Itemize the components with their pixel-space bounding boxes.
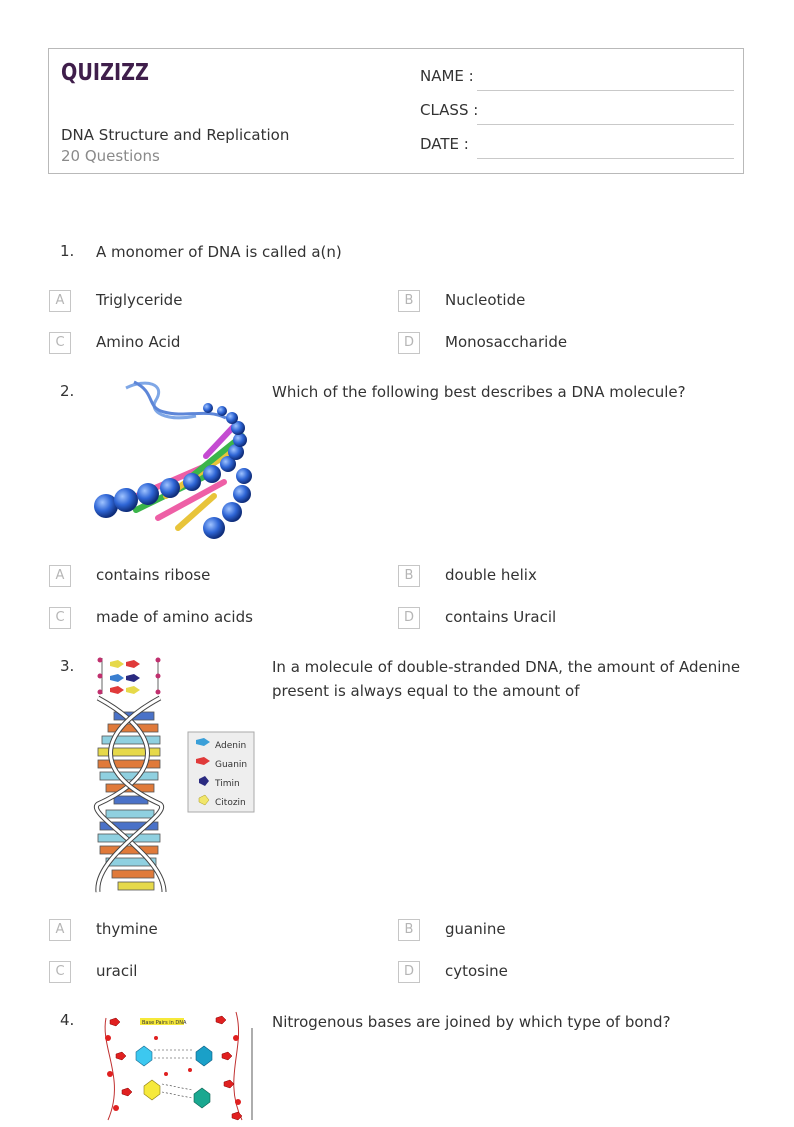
question-2-text: Which of the following best describes a DNA molecule? bbox=[272, 383, 686, 401]
legend-adenin: Adenin bbox=[215, 741, 247, 751]
q2-option-b-text: double helix bbox=[445, 566, 537, 584]
q2-option-a-text: contains ribose bbox=[96, 566, 211, 584]
class-label: CLASS : bbox=[420, 101, 479, 119]
question-3-text bbox=[272, 655, 740, 703]
question-1-number: 1. bbox=[60, 242, 75, 260]
q3-option-c-text: uracil bbox=[96, 962, 138, 980]
quizizz-logo bbox=[61, 59, 153, 89]
q1-option-d-text: Monosaccharide bbox=[445, 333, 568, 351]
name-line[interactable] bbox=[477, 90, 734, 91]
question-3-text-line-2: present is always equal to the amount of bbox=[272, 682, 580, 700]
q2-option-a-letter[interactable]: A bbox=[49, 565, 71, 587]
question-3-text-line-1: In a molecule of double-stranded DNA, the amount of Adenine bbox=[272, 658, 741, 676]
class-line[interactable] bbox=[477, 124, 734, 125]
dna-base-pairs-diagram bbox=[94, 654, 260, 898]
q1-option-a-text: Triglyceride bbox=[96, 291, 183, 309]
q1-option-c-text: Amino Acid bbox=[96, 333, 181, 351]
dna-helix-3d-image bbox=[96, 378, 248, 544]
q3-option-b-text: guanine bbox=[445, 920, 506, 938]
question-2-number: 2. bbox=[60, 382, 75, 400]
q1-option-b-text: Nucleotide bbox=[445, 291, 526, 309]
base-pairs-bond-diagram bbox=[96, 1008, 258, 1127]
q2-option-d-letter[interactable]: D bbox=[398, 607, 420, 629]
q3-option-a-text: thymine bbox=[96, 920, 158, 938]
q2-option-c-letter[interactable]: C bbox=[49, 607, 71, 629]
q3-option-a-letter[interactable]: A bbox=[49, 919, 71, 941]
name-label: NAME : bbox=[420, 67, 474, 85]
quiz-title: DNA Structure and Replication bbox=[61, 126, 290, 144]
q1-option-d-letter[interactable]: D bbox=[398, 332, 420, 354]
question-4-number: 4. bbox=[60, 1011, 75, 1029]
diagram-caption: Base Pairs in DNA bbox=[142, 1020, 187, 1026]
q3-option-c-letter[interactable]: C bbox=[49, 961, 71, 983]
q3-option-d-letter[interactable]: D bbox=[398, 961, 420, 983]
date-field[interactable] bbox=[420, 135, 734, 159]
q2-option-c-text: made of amino acids bbox=[96, 608, 253, 626]
legend-timin: Timin bbox=[215, 779, 240, 789]
q1-option-a-letter[interactable]: A bbox=[49, 290, 71, 312]
q1-option-b-letter[interactable]: B bbox=[398, 290, 420, 312]
logo-text: QUIZIZZ bbox=[61, 60, 149, 86]
q2-option-d-text: contains Uracil bbox=[445, 608, 557, 626]
date-line[interactable] bbox=[477, 158, 734, 159]
question-1-text: A monomer of DNA is called a(n) bbox=[96, 243, 342, 261]
name-field[interactable] bbox=[420, 67, 734, 91]
q1-option-c-letter[interactable]: C bbox=[49, 332, 71, 354]
question-3-number: 3. bbox=[60, 657, 75, 675]
question-4-text: Nitrogenous bases are joined by which type of bond? bbox=[272, 1013, 671, 1031]
class-field[interactable] bbox=[420, 101, 734, 125]
q3-option-d-text: cytosine bbox=[445, 962, 508, 980]
date-label: DATE : bbox=[420, 135, 469, 153]
legend-citozin: Citozin bbox=[215, 798, 246, 808]
question-count: 20 Questions bbox=[61, 147, 160, 165]
q3-option-b-letter[interactable]: B bbox=[398, 919, 420, 941]
q2-option-b-letter[interactable]: B bbox=[398, 565, 420, 587]
worksheet-header bbox=[48, 48, 744, 174]
legend-guanin: Guanin bbox=[215, 760, 248, 770]
